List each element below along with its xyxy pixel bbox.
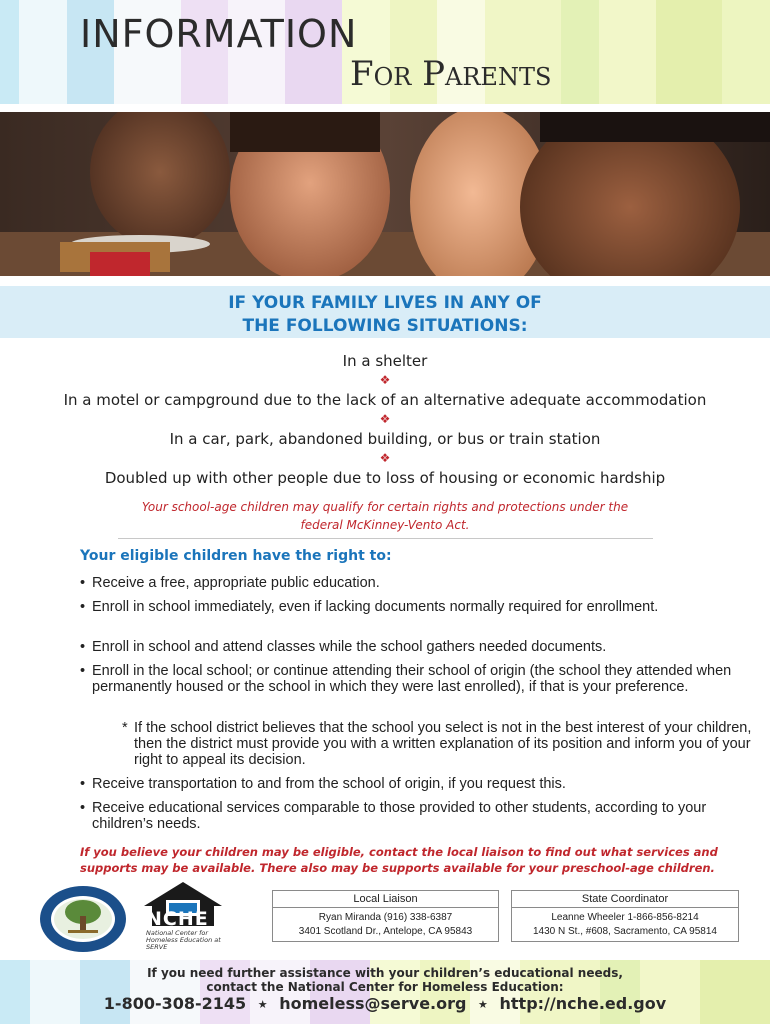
situation-item: In a car, park, abandoned building, or bus or train station bbox=[169, 430, 601, 448]
footer-line2: contact the National Center for Homeless Education: bbox=[206, 980, 564, 994]
closing-note bbox=[80, 844, 720, 876]
bullet-icon: • bbox=[80, 575, 86, 591]
rights-list-item: • Enroll in school immediately, even if lacking documents normally required for enrollment. bbox=[80, 599, 659, 615]
nche-logo bbox=[140, 880, 226, 958]
footer-phone: 1-800-308-2145 bbox=[103, 994, 247, 1013]
state-coordinator-contact: Leanne Wheeler 1-866-856-8214 1430 N St., #608, Sacramento, CA 95814 bbox=[532, 912, 717, 937]
situations-heading-line1: IF YOUR FAMILY LIVES IN ANY OF bbox=[228, 293, 542, 313]
bullet-icon: • bbox=[80, 800, 86, 816]
qualify-note-line2: federal McKinney-Vento Act. bbox=[300, 518, 470, 532]
diamond-separator-icon: ❖ bbox=[379, 412, 391, 426]
star-icon: ★ bbox=[257, 998, 268, 1011]
asterisk-icon: * bbox=[122, 720, 128, 736]
page-subtitle: For Parents bbox=[350, 54, 552, 94]
footer-url[interactable]: http://nche.ed.gov bbox=[499, 994, 667, 1013]
divider bbox=[118, 538, 653, 539]
state-coordinator-box bbox=[511, 890, 739, 942]
local-liaison-box bbox=[272, 890, 499, 942]
local-liaison-title: Local Liaison bbox=[273, 891, 498, 908]
children-photo bbox=[0, 112, 770, 276]
situations-heading-line2: THE FOLLOWING SITUATIONS: bbox=[242, 316, 528, 336]
diamond-separator-icon: ❖ bbox=[379, 451, 391, 465]
footer-line1: If you need further assistance with your children’s educational needs, bbox=[147, 966, 623, 980]
qualify-note-line1: Your school-age children may qualify for certain rights and protections under the bbox=[141, 500, 629, 514]
nche-name: National Center for Homeless Education at SERVE bbox=[146, 929, 221, 951]
footer-email[interactable]: homeless@serve.org bbox=[279, 994, 467, 1013]
situation-item: In a motel or campground due to the lack of an alternative adequate accommodation bbox=[63, 391, 707, 409]
situation-item: In a shelter bbox=[342, 352, 428, 370]
situation-item: Doubled up with other people due to loss of housing or economic hardship bbox=[104, 469, 666, 487]
rights-list-item: • Receive educational services comparable to those provided to other students, according to your children’s needs. bbox=[80, 800, 707, 832]
closing-note-line1: If you believe your children may be eligible, contact the local liaison to find out what services and bbox=[80, 845, 718, 859]
footer-contact bbox=[0, 994, 770, 1013]
rights-sub-item: * If the school district believes that the school you select is not in the best interest of your children, then the district must provide you with a written explanation of its position and inform you of your right to appeal its decision. bbox=[122, 720, 752, 768]
state-coordinator-title: State Coordinator bbox=[512, 891, 738, 908]
bullet-icon: • bbox=[80, 599, 86, 615]
department-of-education-seal bbox=[38, 884, 128, 954]
bullet-icon: • bbox=[80, 639, 86, 655]
nche-acronym: NCHE bbox=[146, 908, 209, 930]
bullet-icon: • bbox=[80, 663, 86, 679]
page-title: INFORMATION bbox=[80, 12, 358, 56]
rights-list-item: • Receive transportation to and from the school of origin, if you request this. bbox=[80, 776, 566, 792]
local-liaison-contact: Ryan Miranda (916) 338-6387 3401 Scotland Dr., Antelope, CA 95843 bbox=[298, 912, 473, 937]
rights-list-item: • Receive a free, appropriate public education. bbox=[80, 575, 380, 591]
bullet-icon: • bbox=[80, 776, 86, 792]
rights-list-item: • Enroll in the local school; or continue attending their school of origin (the school they attended when permanently housed or the school in which they were last enrolled), if that is your preference. bbox=[80, 663, 732, 695]
rights-heading: Your eligible children have the right to: bbox=[80, 548, 392, 564]
rights-list-item: • Enroll in school and attend classes while the school gathers needed documents. bbox=[80, 639, 607, 655]
closing-note-line2: supports may be available. There also may be supports available for your preschool-age children. bbox=[80, 861, 715, 875]
diamond-separator-icon: ❖ bbox=[379, 373, 391, 387]
star-icon: ★ bbox=[478, 998, 488, 1011]
